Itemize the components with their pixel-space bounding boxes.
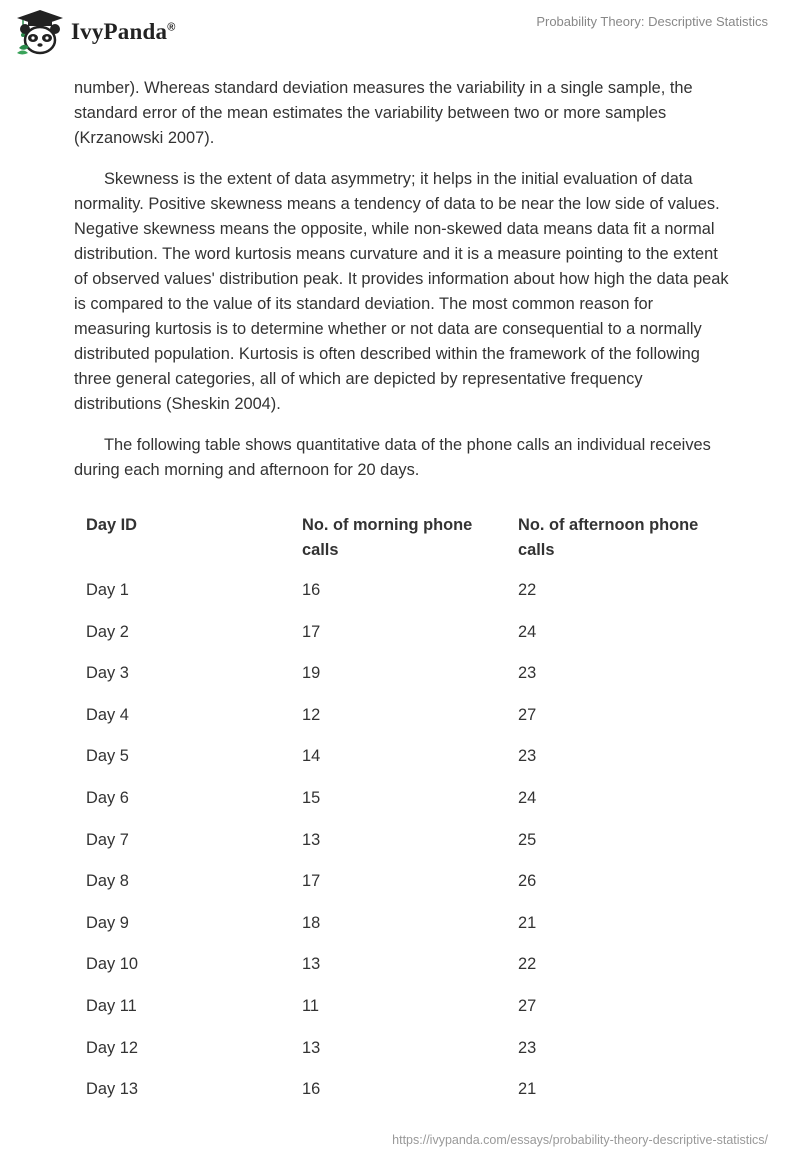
table-row (74, 944, 724, 986)
header-day-id: Day ID (86, 516, 138, 534)
cell-morning: 15 (302, 788, 321, 807)
table-row (74, 778, 724, 820)
cell-afternoon: 23 (518, 664, 537, 683)
table-row (74, 695, 724, 737)
panda-graduate-icon (14, 8, 66, 56)
cell-afternoon: 24 (518, 788, 537, 807)
cell-day-id: Day 4 (86, 705, 129, 724)
registered-mark: ® (167, 21, 176, 34)
cell-afternoon: 23 (518, 747, 537, 766)
cell-afternoon: 22 (518, 955, 537, 974)
cell-afternoon: 27 (518, 996, 537, 1015)
cell-morning: 13 (302, 955, 321, 974)
cell-afternoon: 21 (518, 913, 537, 932)
cell-day-id: Day 2 (86, 622, 129, 641)
paragraph-standard-error: number). Whereas standard deviation measures the variability in a single sample, the standard error of the mean estimates the variability between two or more samples (Krzanowski 2007). (74, 79, 693, 147)
logo-text: IvyPanda® (71, 19, 176, 44)
cell-morning: 18 (302, 913, 321, 932)
page-header (0, 0, 800, 70)
cell-morning: 19 (302, 664, 321, 683)
cell-afternoon: 26 (518, 872, 537, 891)
cell-day-id: Day 7 (86, 830, 129, 849)
header-morning-calls: No. of morning phone calls (302, 516, 473, 559)
cell-afternoon: 23 (518, 1038, 537, 1057)
paragraph-table-intro: The following table shows quantitative data of the phone calls an individual receives during each morning and afternoon for 20 days. (74, 436, 711, 479)
table-row (74, 1028, 724, 1070)
table-row (74, 903, 724, 945)
cell-day-id: Day 3 (86, 664, 129, 683)
table-row (74, 570, 724, 612)
table-row (74, 820, 724, 862)
cell-morning: 17 (302, 622, 321, 641)
table-row (74, 986, 724, 1028)
cell-day-id: Day 13 (86, 1080, 138, 1099)
cell-morning: 16 (302, 1080, 321, 1099)
cell-morning: 12 (302, 705, 321, 724)
cell-morning: 13 (302, 1038, 321, 1057)
cell-day-id: Day 12 (86, 1038, 138, 1057)
cell-day-id: Day 1 (86, 581, 129, 599)
table-row (74, 612, 724, 654)
cell-morning: 13 (302, 830, 321, 849)
cell-afternoon: 24 (518, 622, 537, 641)
paragraph-skewness-kurtosis: Skewness is the extent of data asymmetry; it helps in the initial evaluation of data normality. Positive skewness means a tendency of data to be near the low side of values. Negative skewness means the opposite, while non-skewed data means data fit a normal distribution. The word kurtosis means curvature and it is a measure pointing to the extent of observed values' distribution peak. It provides information about how high the data peak is compared to the value of its standard deviation. The most common reason for measuring kurtosis is to determine whether or not data are consequential to a normally distributed population. Kurtosis is often described within the framework of the following three general categories, all of which are depicted by representative frequency distributions (Sheskin 2004). (74, 170, 729, 413)
cell-day-id: Day 9 (86, 913, 129, 932)
cell-day-id: Day 8 (86, 872, 129, 891)
cell-afternoon: 22 (518, 581, 537, 599)
table-row (74, 736, 724, 778)
cell-morning: 11 (302, 996, 320, 1015)
source-url[interactable]: https://ivypanda.com/essays/probability-theory-descriptive-statistics/ (392, 1133, 768, 1147)
table-row (74, 861, 724, 903)
cell-afternoon: 25 (518, 830, 537, 849)
cell-morning: 16 (302, 581, 321, 599)
cell-morning: 17 (302, 872, 321, 891)
phone-calls-table (74, 505, 724, 1111)
cell-afternoon: 27 (518, 705, 537, 724)
cell-day-id: Day 5 (86, 747, 129, 766)
header-afternoon-calls: No. of afternoon phone calls (518, 516, 699, 559)
cell-morning: 14 (302, 747, 321, 766)
cell-day-id: Day 11 (86, 996, 137, 1015)
essay-body (74, 76, 734, 1111)
table-row (74, 1069, 724, 1111)
cell-afternoon: 21 (518, 1080, 537, 1099)
cell-day-id: Day 10 (86, 955, 138, 974)
ivypanda-logo[interactable] (14, 8, 176, 56)
table-row (74, 653, 724, 695)
document-title: Probability Theory: Descriptive Statistics (536, 14, 768, 29)
cell-day-id: Day 6 (86, 788, 129, 807)
table-header-row (74, 505, 724, 570)
